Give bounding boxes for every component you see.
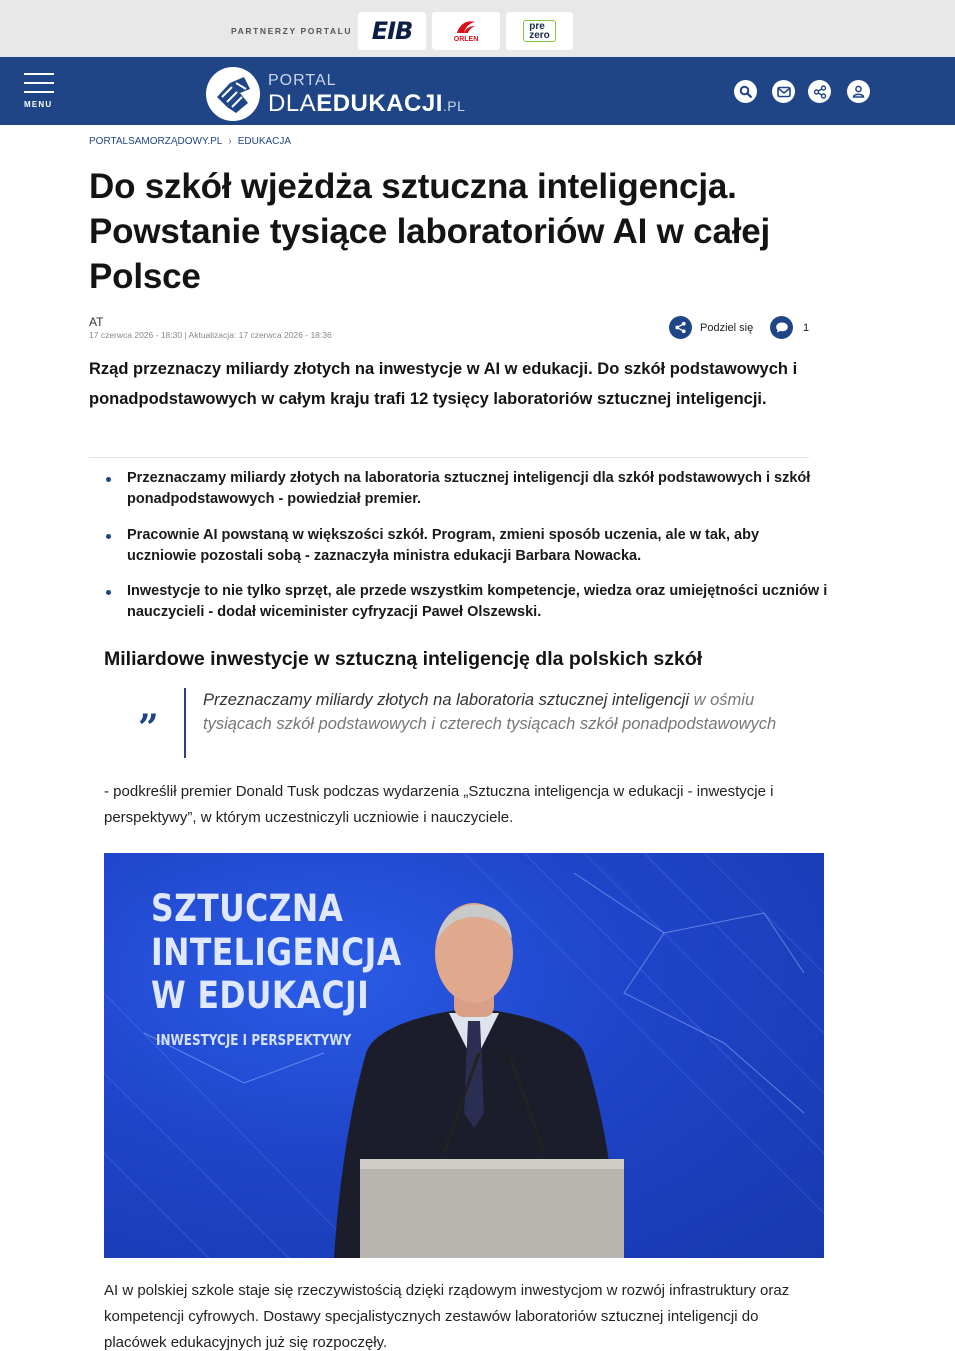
share-icon (813, 85, 827, 99)
comments-button[interactable] (770, 316, 809, 339)
article-lead: Rząd przeznaczy miliardy złotych na inwestycje w AI w edukacji. Do szkół podstawowych i ponadpodstawowych w całym kraju trafi 12 tysięcy laboratoriów sztucznej inteligencji. (89, 360, 798, 408)
breadcrumb (89, 136, 291, 147)
site-header (0, 57, 955, 125)
share-button[interactable] (669, 316, 753, 339)
quote-mark-icon: ” (138, 707, 159, 749)
prezero-logo (523, 20, 556, 42)
photo-subheadline: INWESTYCJE I PERSPEKTYWY (156, 1031, 352, 1049)
article-author: AT (89, 315, 104, 329)
bullet-dot-icon (106, 534, 111, 539)
article-title: Do szkół wjeżdża sztuczna inteligencja. Powstanie tysiące laboratoriów AI w całej Polsce (89, 167, 771, 296)
key-point-item (104, 468, 832, 510)
key-point-text: Inwestycje to nie tylko sprzęt, ale przede wszystkim kompetencje, wiedza oraz umiejętności uczniów i nauczycieli - dodał wiceminister cyfryzacji Paweł Olszewski. (127, 583, 828, 620)
search-button[interactable] (734, 80, 757, 103)
partners-label: PARTNERZY PORTALU (231, 26, 353, 36)
comment-bubble-icon (775, 321, 789, 334)
brand-dla: DLA (268, 90, 317, 117)
quote-text-rest: w ośmiu tysiącach szkół podstawowych i czterech tysiącach szkół ponadpodstawowych (203, 691, 777, 733)
partner-logo-orlen[interactable] (432, 12, 500, 50)
quote-text (203, 688, 821, 736)
section-heading: Miliardowe inwestycje w sztuczną inteligencję dla polskich szkół (104, 648, 703, 670)
pull-quote (104, 686, 824, 758)
key-points-list (104, 468, 832, 638)
partner-logo-eib[interactable] (358, 12, 426, 50)
key-point-text: Przeznaczamy miliardy złotych na laboratoria sztucznej inteligencji dla szkół podstawowych i szkół ponadpodstawowych - powiedział premier. (127, 470, 811, 507)
partner-logo-prezero[interactable] (506, 12, 573, 50)
article-paragraph: AI w polskiej szkole staje się rzeczywistością dzięki rządowym inwestycjom w rozwój infrastruktury oraz kompetencji cyfrowych. Dostawy specjalistycznych zestawów laboratoriów sztucznej inteligencji do placówek edukacyjnych już się rozpoczęły. (104, 1282, 790, 1351)
photo-headline-1: SZTUCZNA (151, 887, 344, 930)
site-logo[interactable] (206, 64, 486, 120)
logo-emblem-icon (206, 67, 260, 121)
brand-edukacji: EDUKACJI (316, 90, 443, 117)
article-paragraph: - podkreślił premier Donald Tusk podczas wydarzenia „Sztuczna inteligencja w edukacji - inwestycje i perspektywy”, w którym uczestniczyli uczniowie i nauczyciele. (104, 783, 774, 826)
hamburger-icon (24, 82, 54, 84)
brand-pl: .PL (442, 98, 466, 114)
quote-text-strong: Przeznaczamy miliardy złotych na laboratoria sztucznej inteligencji (203, 691, 690, 709)
prezero-logo-line1: pre (529, 21, 545, 32)
newsletter-button[interactable] (772, 80, 795, 103)
comment-count: 1 (803, 321, 810, 334)
article-dates: 17 czerwca 2026 - 18:30 | Aktualizacja: 17 czerwca 2026 - 18:36 (89, 330, 332, 340)
key-point-text: Pracownie AI powstaną w większości szkół. Program, zmieni sposób uczenia, ale w tak, aby uczniowie pozostali sobą - zaznaczyła ministra edukacji Barbara Nowacka. (127, 526, 760, 564)
photo-headline-2: INTELIGENCJA (151, 931, 402, 974)
key-point-item (104, 525, 832, 567)
breadcrumb-separator: › (228, 136, 232, 147)
key-point-item (104, 581, 832, 623)
orlen-eagle-icon (454, 19, 478, 35)
share-circle (669, 316, 692, 339)
lead-divider (89, 457, 809, 458)
user-account-button[interactable] (847, 80, 870, 103)
share-header-button[interactable] (808, 80, 831, 103)
quote-bar (184, 688, 186, 758)
photo-headline-3: W EDUKACJI (151, 974, 370, 1017)
menu-button[interactable] (22, 73, 58, 113)
share-icon (674, 321, 687, 334)
prezero-logo-line2: zero (529, 30, 550, 41)
orlen-logo-text: ORLEN (453, 36, 479, 43)
bullet-dot-icon (106, 477, 111, 482)
article-photo[interactable] (104, 853, 824, 1258)
breadcrumb-section-link[interactable]: EDUKACJA (237, 136, 292, 147)
user-icon (852, 85, 865, 98)
breadcrumb-home-link[interactable]: PORTALSAMORZĄDOWY.PL (89, 136, 223, 147)
menu-label: MENU (24, 100, 53, 109)
mail-icon (777, 86, 791, 98)
hamburger-icon (24, 91, 54, 93)
brand-name (268, 90, 465, 118)
share-label: Podziel się (700, 321, 754, 334)
brand-portal-text: PORTAL (268, 72, 337, 89)
comments-circle (770, 316, 793, 339)
partners-bar (0, 0, 955, 57)
bullet-dot-icon (106, 590, 111, 595)
eib-logo-text: EIB (371, 17, 413, 45)
search-icon (739, 85, 752, 98)
hamburger-icon (24, 73, 54, 75)
